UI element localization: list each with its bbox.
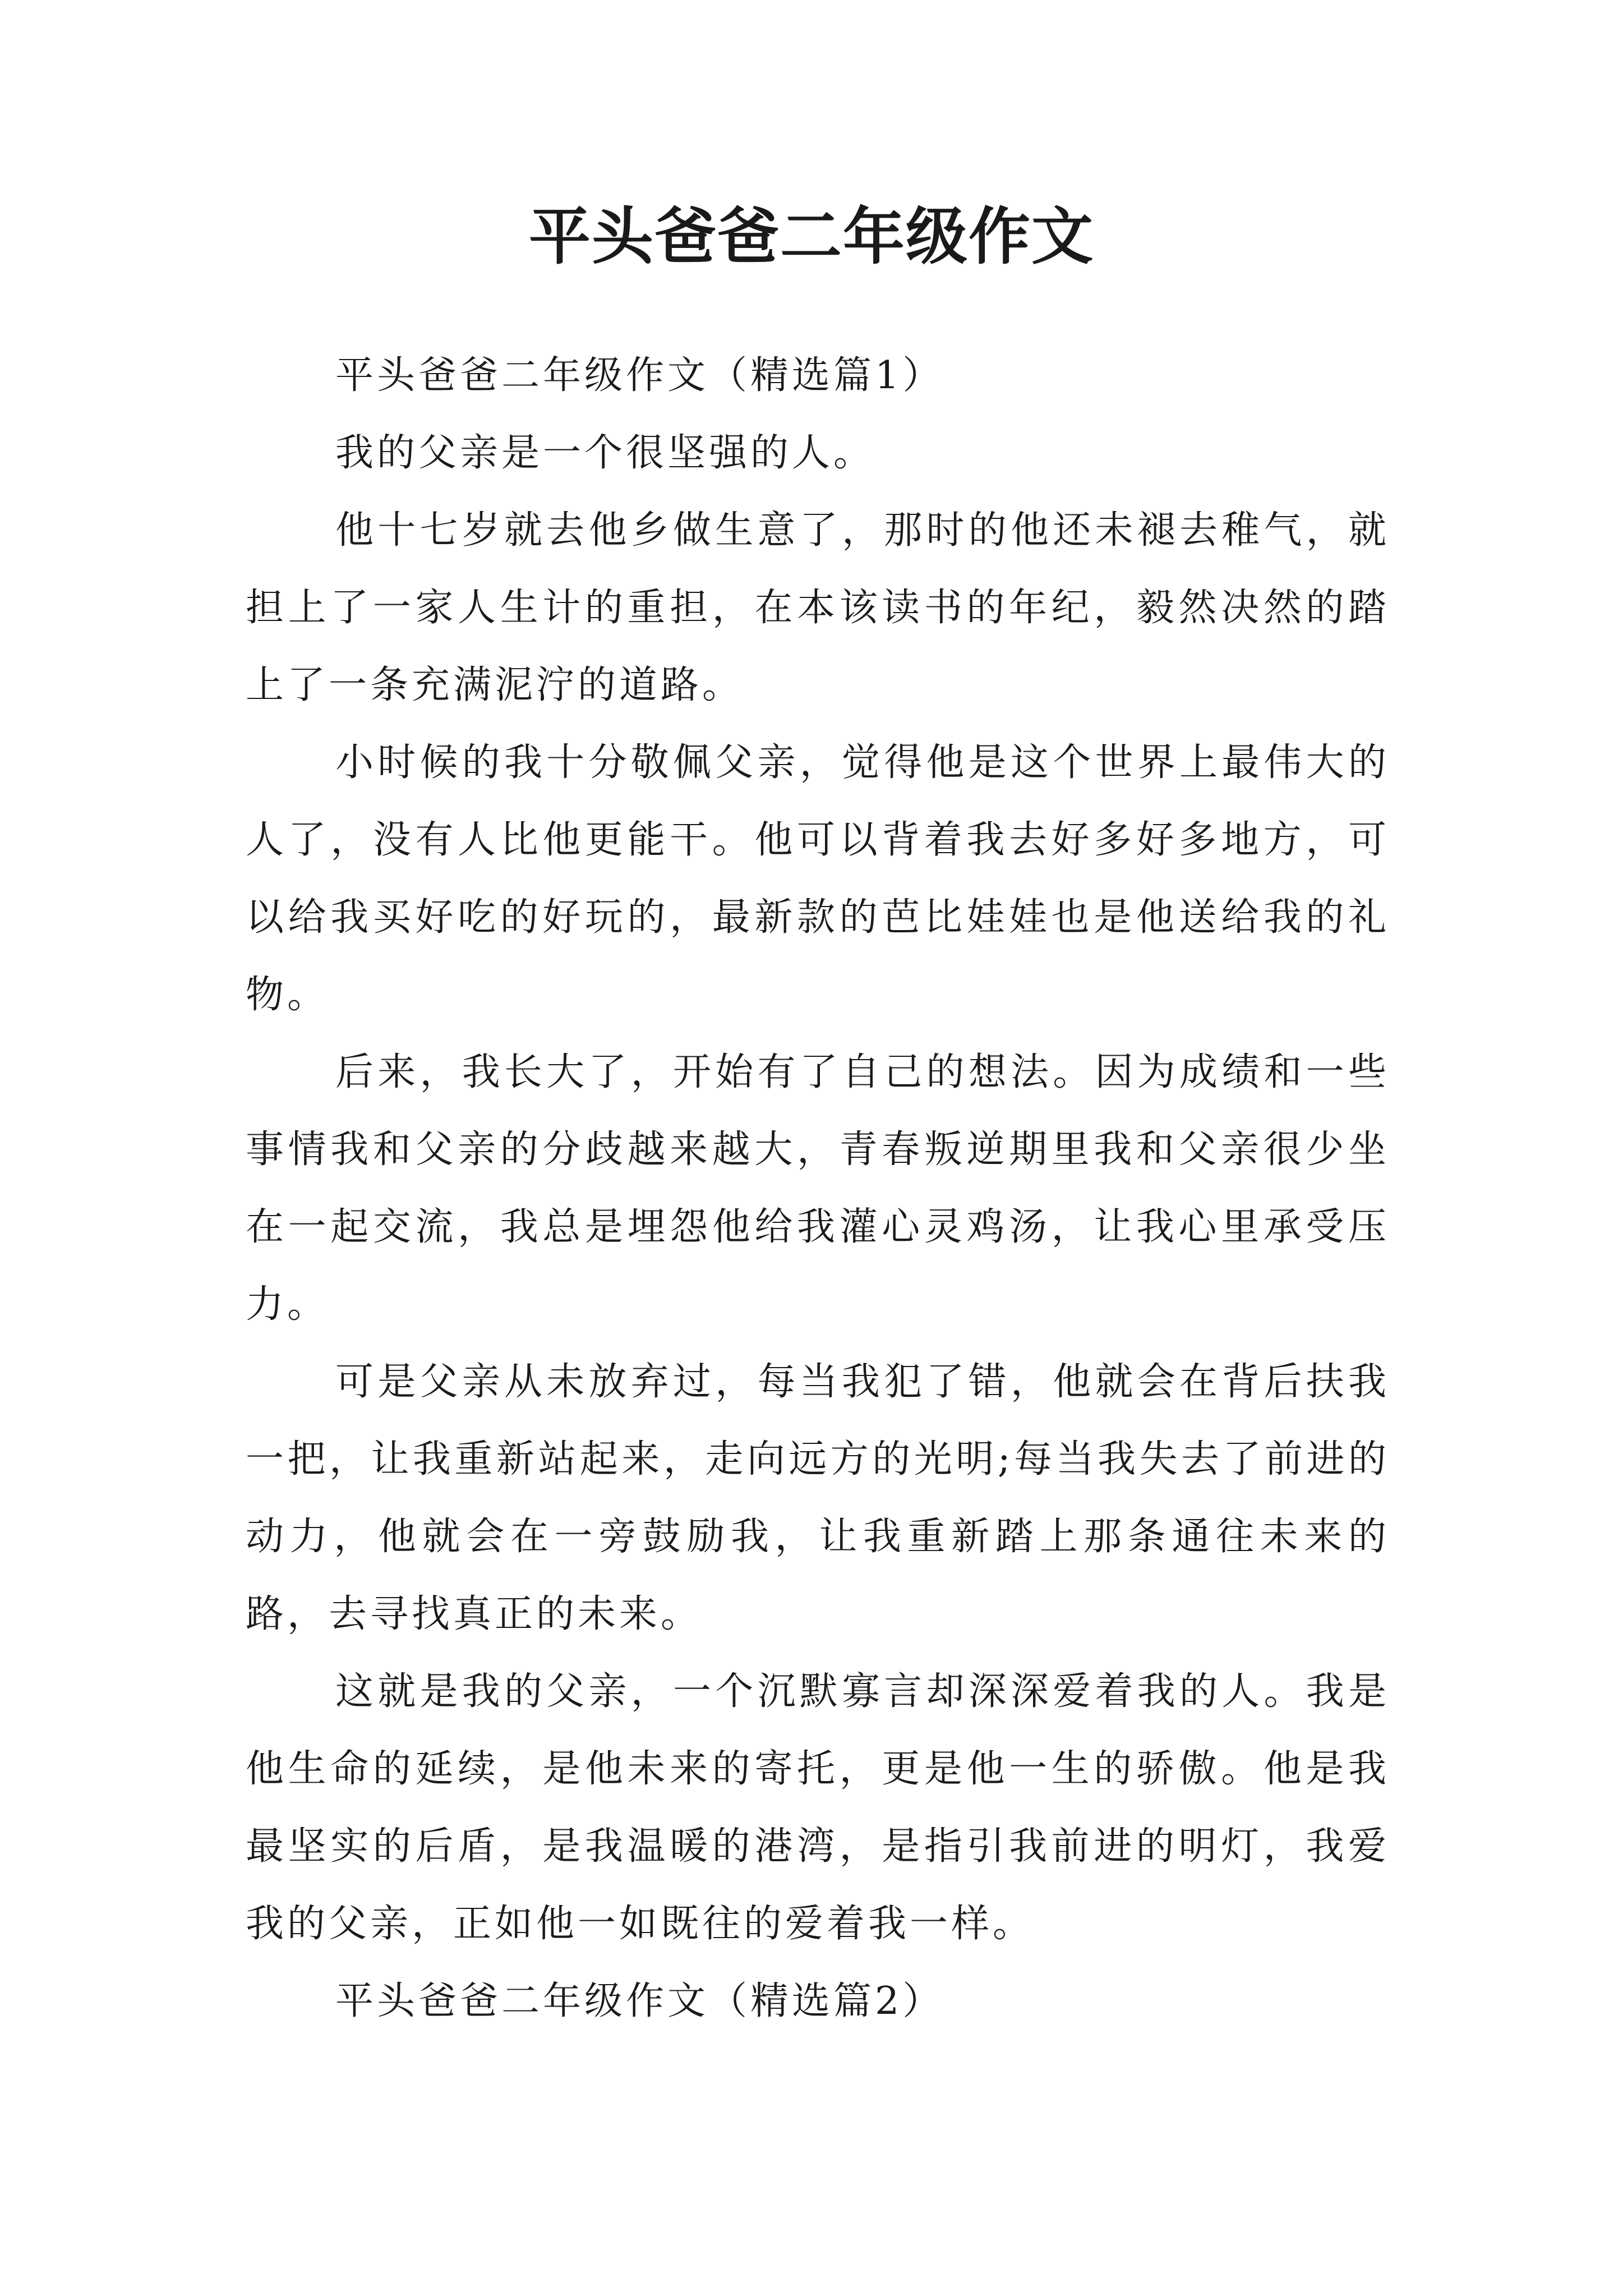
paragraph: 后来，我长大了，开始有了自己的想法。因为成绩和一些事情我和父亲的分歧越来越大，青春叛逆期里我和父亲很少坐在一起交流，我总是埋怨他给我灌心灵鸡汤，让我心里承受压力。 [246,1050,1390,1327]
paragraph: 这就是我的父亲，一个沉默寡言却深深爱着我的人。我是他生命的延续，是他未来的寄托，更是他一生的骄傲。他是我最坚实的后盾，是我温暖的港湾，是指引我前进的明灯，我爱我的父亲，正如他一如既往的爱着我一样。 [246,1669,1390,1946]
document-title: 平头爸爸二年级作文 [529,200,1094,273]
section-heading-2: 平头爸爸二年级作文（精选篇2） [335,1979,944,2023]
section-heading-1: 平头爸爸二年级作文（精选篇1） [335,353,944,398]
document-body [246,337,1390,2040]
paragraph: 我的父亲是一个很坚强的人。 [335,431,875,475]
paragraph: 小时候的我十分敬佩父亲，觉得他是这个世界上最伟大的人了，没有人比他更能干。他可以背着我去好多好多地方，可以给我买好吃的好玩的，最新款的芭比娃娃也是他送给我的礼物。 [246,740,1390,1017]
paragraph: 可是父亲从未放弃过，每当我犯了错，他就会在背后扶我一把，让我重新站起来，走向远方的光明;每当我失去了前进的动力，他就会在一旁鼓励我，让我重新踏上那条通往未来的路，去寻找真正的未来。 [246,1360,1390,1636]
paragraph: 他十七岁就去他乡做生意了，那时的他还未褪去稚气，就担上了一家人生计的重担，在本该读书的年纪，毅然决然的踏上了一条充满泥泞的道路。 [246,508,1390,707]
